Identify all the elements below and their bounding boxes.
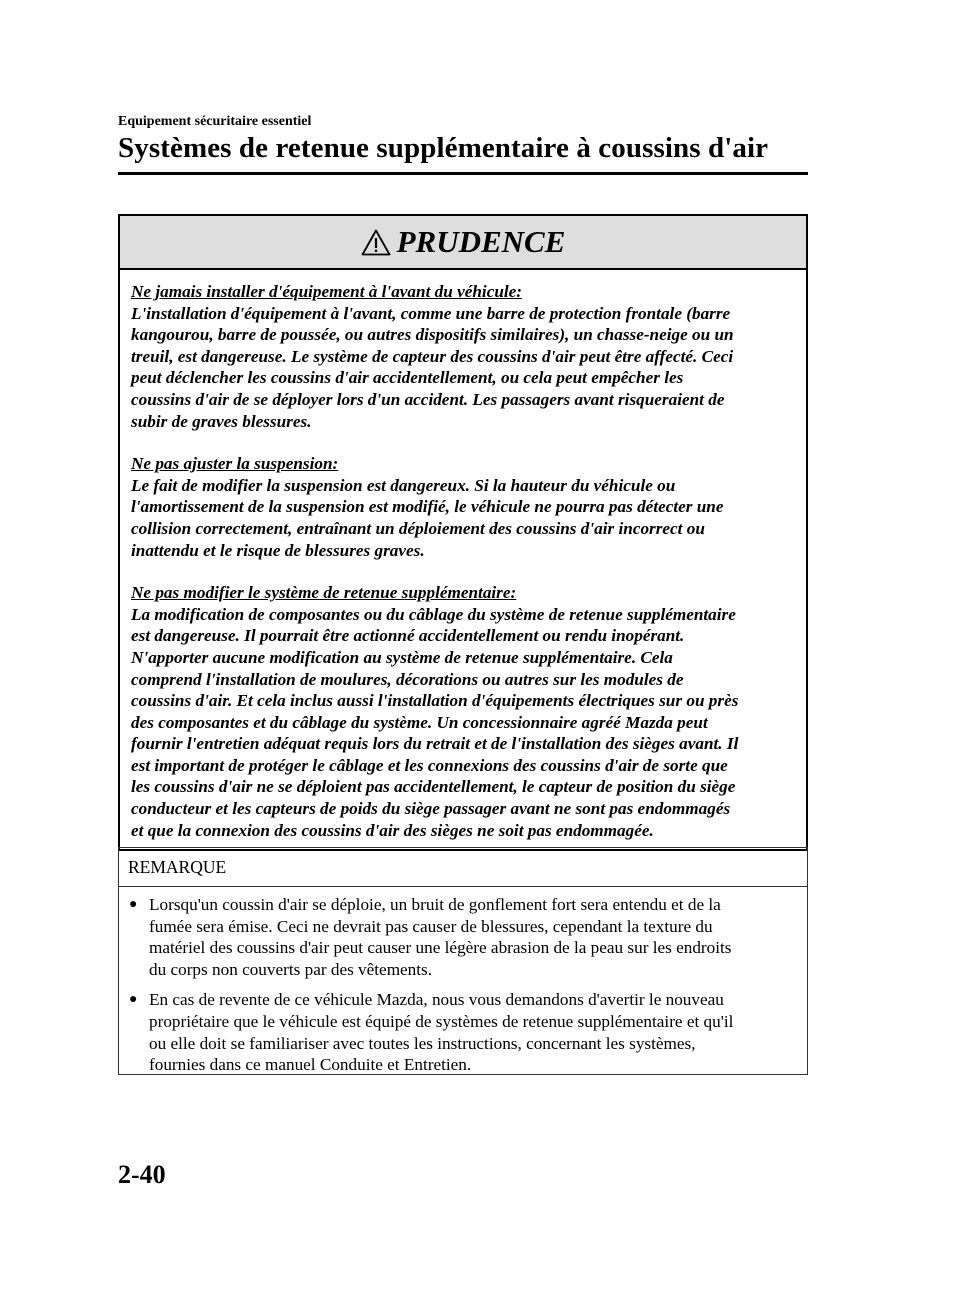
caution-line: l'amortissement de la suspension est modifié, le véhicule ne pourra pas détecter une: [131, 497, 724, 517]
note-line: ou elle doit se familiariser avec toutes les instructions, concernant les systèmes,: [149, 1033, 696, 1053]
caution-body: [120, 270, 806, 849]
caution-box: [118, 214, 808, 851]
note-list: [119, 894, 807, 1085]
note-line: En cas de revente de ce véhicule Mazda, nous vous demandons d'avertir le nouveau: [149, 990, 724, 1010]
caution-line: L'installation d'équipement à l'avant, comme une barre de protection frontale (barre: [131, 303, 731, 323]
page-number: 2-40: [118, 1160, 166, 1189]
caution-heading: Ne jamais installer d'équipement à l'avant du véhicule:: [131, 282, 523, 301]
caution-line: subir de graves blessures.: [131, 411, 312, 431]
caution-line: fournir l'entretien adéquat requis lors du retrait et de l'installation des sièges avant. Il: [131, 734, 739, 754]
caution-line: Le fait de modifier la suspension est dangereux. Si la hauteur du véhicule ou: [131, 475, 676, 495]
caution-line: inattendu et le risque de blessures graves.: [131, 540, 425, 560]
caution-line: et que la connexion des coussins d'air des sièges ne soit pas endommagée.: [131, 820, 654, 840]
caution-line: La modification de composantes ou du câblage du système de retenue supplémentaire: [131, 604, 736, 624]
caution-line: coussins d'air. Et cela inclus aussi l'installation d'équipements électriques sur ou près: [131, 691, 739, 711]
note-line: propriétaire que le véhicule est équipé de systèmes de retenue supplémentaire et qu'il: [149, 1011, 734, 1031]
warning-triangle-icon: [361, 229, 391, 256]
note-line: matériel des coussins d'air peut causer une légère abrasion de la peau sur les endroits: [149, 938, 732, 958]
caution-title: PRUDENCE: [396, 224, 566, 259]
caution-line: treuil, est dangereuse. Le système de capteur des coussins d'air peut être affecté. Ceci: [131, 346, 734, 366]
caution-line: comprend l'installation de moulures, décorations ou autres sur les modules de: [131, 669, 684, 689]
caution-line: kangourou, barre de poussée, ou autres dispositifs similaires), un chasse-neige ou un: [131, 325, 734, 345]
caution-line: les coussins d'air ne se déploient pas accidentellement, le capteur de position du siège: [131, 777, 736, 797]
caution-line: est dangereuse. Il pourrait être actionné accidentellement ou rendu inopérant.: [131, 626, 685, 646]
bullet-icon: ●: [129, 992, 138, 1008]
caution-line: conducteur et les capteurs de poids du siège passager avant ne sont pas endommagés: [131, 799, 731, 819]
caution-line: des composantes et du câblage du système. Un concessionnaire agréé Mazda peut: [131, 712, 708, 732]
caution-line: collision correctement, entraînant un déploiement des coussins d'air incorrect ou: [131, 518, 705, 538]
caution-heading: Ne pas modifier le système de retenue supplémentaire:: [131, 583, 517, 603]
page-title: Systèmes de retenue supplémentaire à coussins d'air: [118, 132, 769, 164]
note-box: [118, 847, 808, 1075]
note-item: [119, 894, 807, 980]
note-title: REMARQUE: [128, 857, 227, 877]
note-line: fumée sera émise. Ceci ne devrait pas causer de blessures, cependant la texture du: [149, 916, 713, 936]
caution-section: [131, 281, 796, 432]
note-line: Lorsqu'un coussin d'air se déploie, un bruit de gonflement fort sera entendu et de la: [149, 895, 721, 914]
caution-section: [131, 582, 796, 841]
caution-line: coussins d'air de se déployer lors d'un accident. Les passagers avant risqueraient de: [131, 389, 725, 409]
caution-line: est important de protéger le câblage et les connexions des coussins d'air de sorte que: [131, 755, 728, 775]
caution-header: [120, 216, 806, 270]
note-item: [119, 989, 807, 1075]
caution-section: [131, 453, 796, 561]
bullet-icon: ●: [129, 897, 138, 912]
caution-line: N'apporter aucune modification au système de retenue supplémentaire. Cela: [131, 647, 673, 667]
note-line: fournies dans ce manuel Conduite et Entretien.: [149, 1055, 472, 1075]
caution-heading: Ne pas ajuster la suspension:: [131, 454, 339, 474]
title-rule: [118, 172, 808, 175]
section-label: Equipement sécuritaire essentiel: [118, 114, 312, 129]
caution-line: peut déclencher les coussins d'air accidentellement, ou cela peut empêcher les: [131, 368, 684, 388]
note-line: du corps non couverts par des vêtements.: [149, 959, 433, 979]
note-divider: [119, 886, 807, 887]
